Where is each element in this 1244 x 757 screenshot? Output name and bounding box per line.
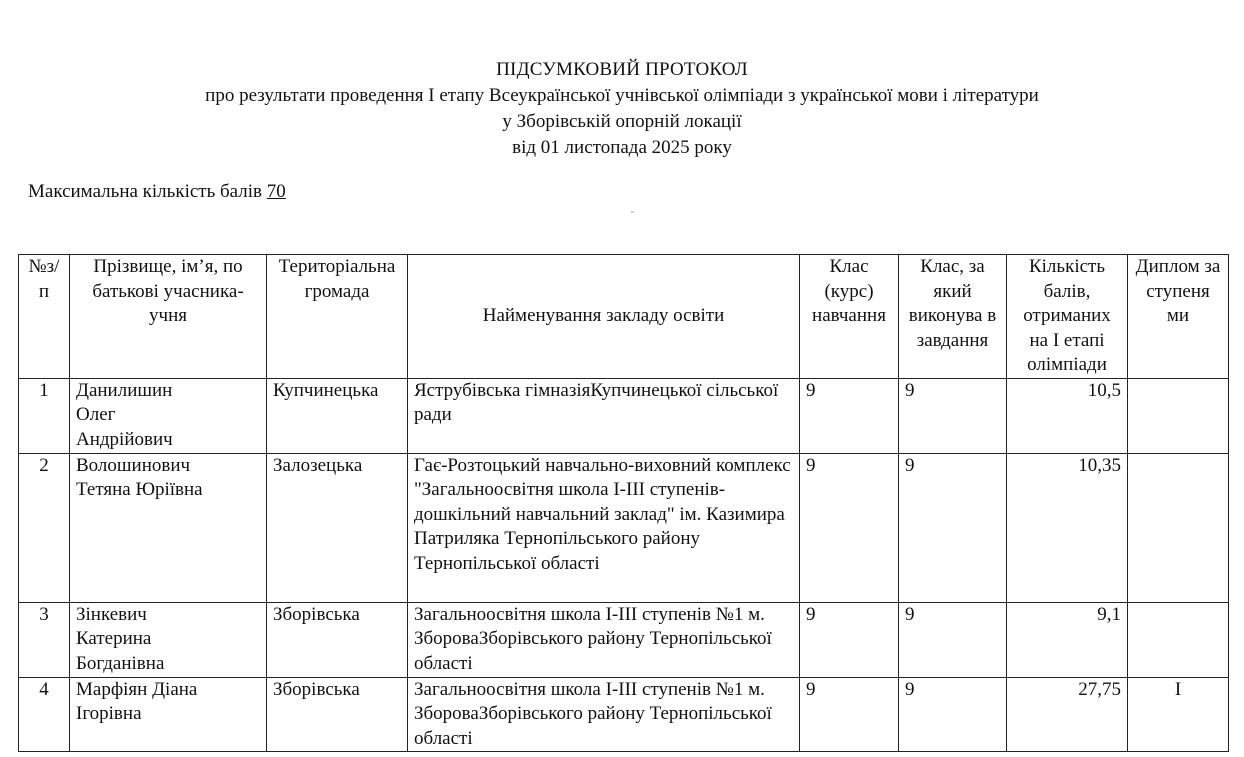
cell-school: Загальноосвітня школа І-ІІІ ступенів №1 м. ЗбороваЗборівського району Тернопільської області bbox=[408, 602, 800, 677]
cell-num: 2 bbox=[19, 453, 70, 602]
cell-name: Зінкевич Катерина Богданівна bbox=[70, 602, 267, 677]
cell-task-grade: 9 bbox=[899, 378, 1007, 453]
col-header-num: №з/п bbox=[19, 255, 70, 379]
max-score-line bbox=[28, 181, 286, 203]
cell-community: Зборівська bbox=[267, 602, 408, 677]
col-header-community: Територіальна громада bbox=[267, 255, 408, 379]
cell-community: Залозецька bbox=[267, 453, 408, 602]
cell-num: 3 bbox=[19, 602, 70, 677]
cell-school: Гає-Розтоцький навчально-виховний комплекс "Загальноосвітня школа І-ІІІ ступенів-дошкільний навчальний заклад" ім. Казимира Патриляка Тернопільського району Тернопільської області bbox=[408, 453, 800, 602]
cell-name: Данилишин Олег Андрійович bbox=[70, 378, 267, 453]
max-score-value: 70 bbox=[266, 181, 286, 202]
cell-score: 10,35 bbox=[1007, 453, 1128, 602]
cell-diploma bbox=[1128, 378, 1229, 453]
cell-community: Зборівська bbox=[267, 677, 408, 752]
cell-task-grade: 9 bbox=[899, 453, 1007, 602]
cell-task-grade: 9 bbox=[899, 602, 1007, 677]
cell-score: 27,75 bbox=[1007, 677, 1128, 752]
table-row bbox=[19, 378, 1229, 453]
cell-score: 10,5 bbox=[1007, 378, 1128, 453]
cell-diploma bbox=[1128, 602, 1229, 677]
col-header-task-grade: Клас, за який виконува в завдання bbox=[899, 255, 1007, 379]
col-header-school: Найменування закладу освіти bbox=[408, 255, 800, 379]
table-row bbox=[19, 677, 1229, 752]
table-header-row bbox=[19, 255, 1229, 379]
cell-school: Загальноосвітня школа І-ІІІ ступенів №1 м. ЗбороваЗборівського району Тернопільської області bbox=[408, 677, 800, 752]
document-header bbox=[0, 57, 1244, 161]
cell-diploma bbox=[1128, 453, 1229, 602]
table-row bbox=[19, 453, 1229, 602]
cell-grade: 9 bbox=[800, 453, 899, 602]
cell-grade: 9 bbox=[800, 378, 899, 453]
max-score-label: Максимальна кількість балів bbox=[28, 181, 262, 202]
cell-name: Волошинович Тетяна Юріївна bbox=[70, 453, 267, 602]
cell-task-grade: 9 bbox=[899, 677, 1007, 752]
cell-name: Марфіян Діана Ігорівна bbox=[70, 677, 267, 752]
cell-score: 9,1 bbox=[1007, 602, 1128, 677]
col-header-grade: Клас (курс) навчання bbox=[800, 255, 899, 379]
cell-grade: 9 bbox=[800, 602, 899, 677]
cell-school: Яструбівська гімназіяКупчинецької сільської ради bbox=[408, 378, 800, 453]
cell-community: Купчинецька bbox=[267, 378, 408, 453]
document-title: ПІДСУМКОВИЙ ПРОТОКОЛ bbox=[496, 59, 748, 80]
col-header-diploma: Диплом за ступеня ми bbox=[1128, 255, 1229, 379]
results-table bbox=[18, 254, 1229, 752]
col-header-name: Прізвище, ім’я, по батькові учасника-учня bbox=[70, 255, 267, 379]
document-date: від 01 листопада 2025 року bbox=[512, 137, 732, 158]
scan-speck bbox=[631, 211, 634, 213]
cell-num: 4 bbox=[19, 677, 70, 752]
document-subtitle-line-2: у Зборівській опорній локації bbox=[502, 111, 742, 132]
cell-diploma: I bbox=[1128, 677, 1229, 752]
table-row bbox=[19, 602, 1229, 677]
col-header-score: Кількість балів, отриманих на І етапі олімпіади bbox=[1007, 255, 1128, 379]
document-subtitle-line-1: про результати проведення І етапу Всеукраїнської учнівської олімпіади з української мови і літератури bbox=[205, 85, 1039, 106]
cell-grade: 9 bbox=[800, 677, 899, 752]
cell-num: 1 bbox=[19, 378, 70, 453]
